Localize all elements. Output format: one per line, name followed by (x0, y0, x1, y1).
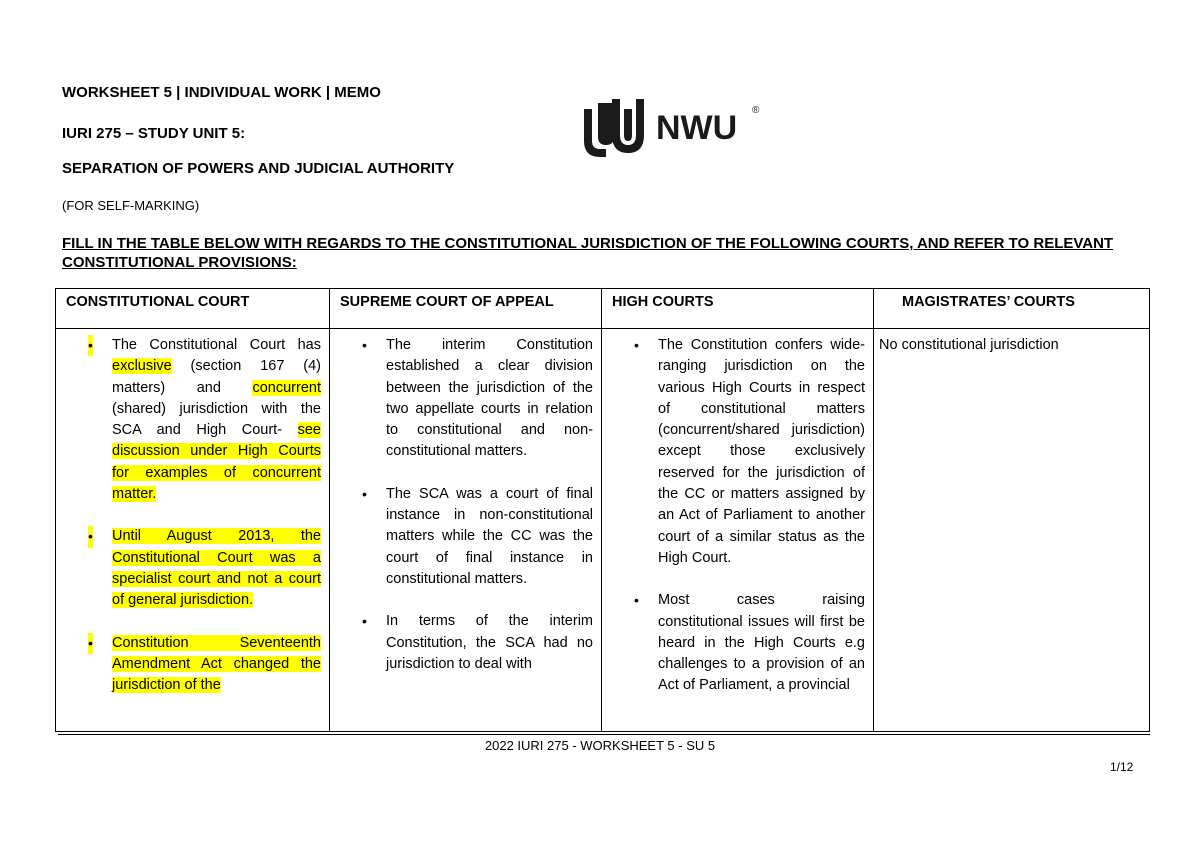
marking-note: (FOR SELF-MARKING) (62, 198, 200, 213)
highlight-exclusive: exclusive (112, 358, 172, 375)
page-number: 1/12 (1110, 760, 1134, 774)
list-item: • Constitution Seventeenth Amendment Act changed the jurisdiction of the (88, 634, 321, 694)
bullet: • (88, 526, 93, 547)
footer-divider (58, 734, 1150, 735)
header-constitutional-court: CONSTITUTIONAL COURT (56, 289, 329, 329)
nwu-logo (580, 95, 780, 161)
header-magistrates-courts: MAGISTRATES’ COURTS (874, 289, 1149, 329)
bullet: • (634, 592, 639, 609)
nwu-logo-icon (580, 95, 780, 161)
header-sca: SUPREME COURT OF APPEAL (330, 289, 601, 329)
list-item: • The Constitutional Court has exclusive (section 167 (4) matters) and concurrent (shared) jurisdiction with the SCA and High Court- see discussion under High Courts for examples of concurrent matter. (88, 337, 321, 503)
unit-title: SEPARATION OF POWERS AND JUDICIAL AUTHORITY (62, 160, 455, 177)
header-high-courts: HIGH COURTS (602, 289, 873, 329)
bullet: • (88, 633, 93, 654)
highlight-concurrent: concurrent (252, 379, 321, 396)
logo-text: NWU (656, 109, 738, 147)
column-magistrates-courts (874, 289, 1149, 731)
list-item: • The SCA was a court of final instance in non-constitutional matters while the CC was the court of final instance in constitutional matters. (362, 485, 593, 587)
column-supreme-court-of-appeal (330, 289, 602, 731)
table-instruction: FILL IN THE TABLE BELOW WITH REGARDS TO THE CONSTITUTIONAL JURISDICTION OF THE FOLLOWING COURTS, AND REFER TO RELEVANT CONSTITUTIONAL PROVISIONS: (62, 235, 1114, 271)
column-high-courts (602, 289, 874, 731)
list-item: • Until August 2013, the Constitutional Court was a specialist court and not a court of general jurisdiction. (88, 528, 321, 609)
list-item: • The Constitution confers wide-ranging jurisdiction on the various High Courts in respect of constitutional matters (concurrent/shared jurisdiction) except those exclusively reserved for the jurisdiction of the CC or matters assigned by an Act of Parliament to another court of a similar status as the High Court. (634, 337, 865, 566)
jurisdiction-table (55, 288, 1150, 732)
bullet: • (362, 337, 367, 353)
column-constitutional-court (56, 289, 330, 731)
list-item: • Most cases raising constitutional issues will first be heard in the High Courts e.g challenges to a provision of an Act of Parliament, a provincial (634, 592, 865, 694)
worksheet-title: WORKSHEET 5 | INDIVIDUAL WORK | MEMO (62, 84, 381, 101)
list-item: • The interim Constitution established a clear division between the jurisdiction of the two appellate courts in relation to constitutional and non-constitutional matters. (362, 337, 593, 460)
bullet: • (362, 485, 367, 502)
list-item: • In terms of the interim Constitution, the SCA had no jurisdiction to deal with (362, 613, 593, 672)
bullet: • (88, 335, 93, 356)
course-title: IURI 275 – STUDY UNIT 5: (62, 125, 246, 142)
bullet: • (362, 613, 367, 630)
highlight-see-discussion: see discussion under High Courts for examples of concurrent matter. (112, 422, 321, 503)
footer-text: 2022 IURI 275 - WORKSHEET 5 - SU 5 (484, 738, 716, 753)
bullet: • (634, 337, 639, 353)
magistrates-cell: No constitutional jurisdiction (879, 337, 1059, 353)
logo-registered: ® (752, 105, 760, 116)
